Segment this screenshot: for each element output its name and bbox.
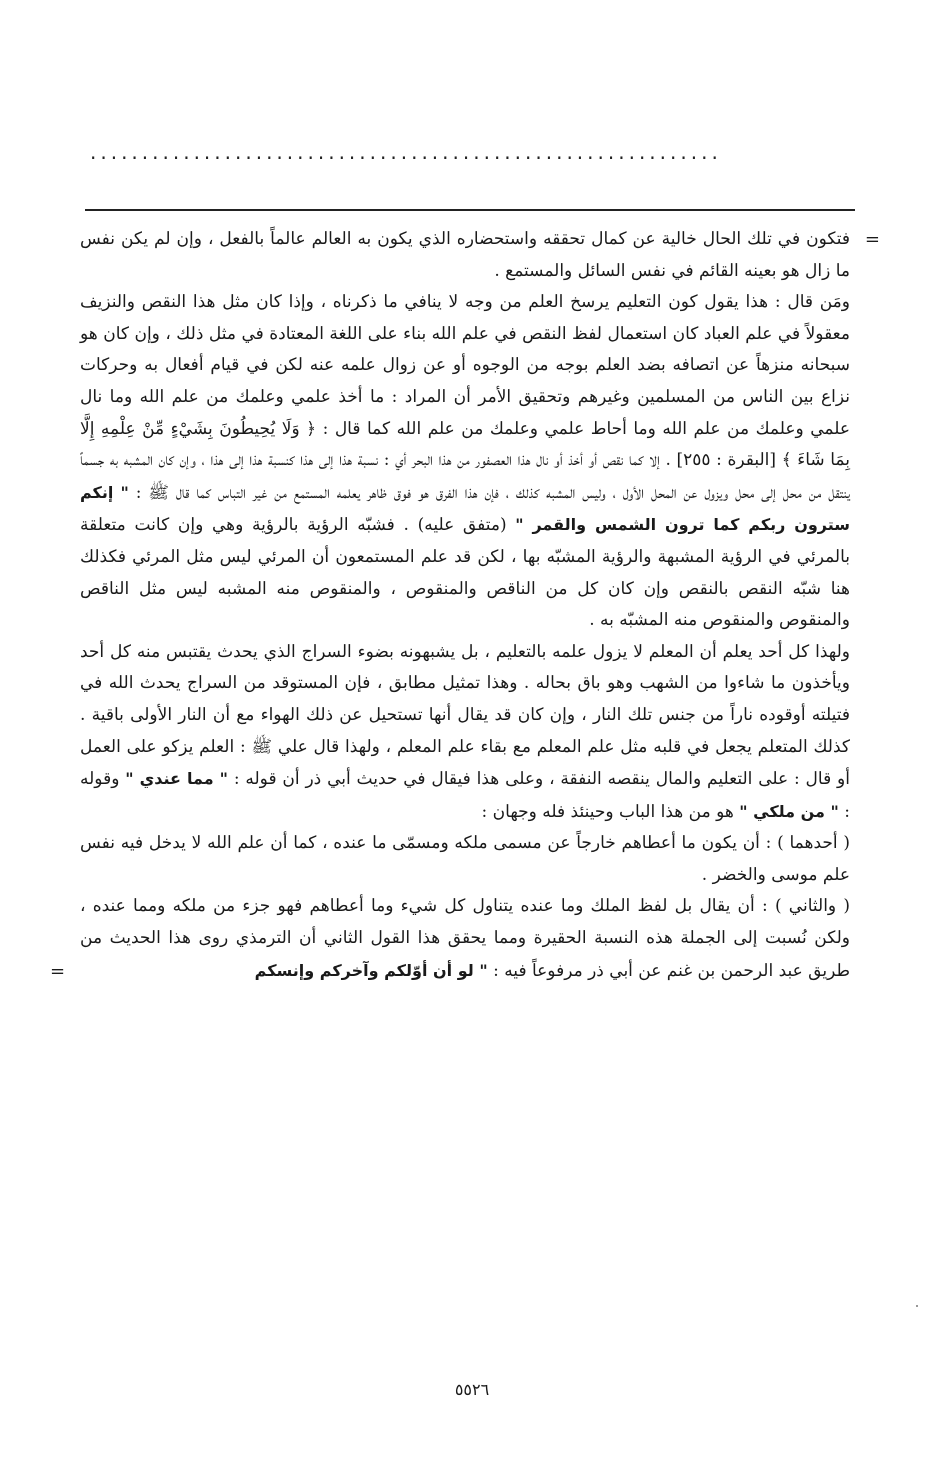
paragraph-3-tail: هو من هذا الباب وحينئذ فله وجهان : — [481, 801, 734, 822]
paragraph-4-text: ( أحدهما ) : أن يكون ما أعطاهم خارجاً عن مسمى ملكه ومسمّى ما عنده ، كما أن علم الله لا يدخل فيه نفس علم موسى والخضر . — [80, 833, 850, 885]
quote-mima-indi: " مما عندي " — [125, 769, 228, 789]
footnote-rule — [85, 209, 855, 211]
scan-speck — [916, 1305, 918, 1307]
quote-min-mulki: " من ملكي " — [739, 801, 839, 821]
continuation-mark: = — [864, 229, 880, 250]
page-body — [50, 224, 880, 987]
paragraph-1-text: فتكون في تلك الحال خالية عن كمال تحققه واستحضاره الذي يكون به العالم عالماً بالفعل ، وإن لم يكن نفس ما زال هو بعينه القائم في نفس السائل والمستمع . — [80, 229, 850, 281]
final-quote: " لو أن أوّلكم وآخركم وإنسكم — [254, 960, 488, 980]
top-dotted-line: ............................................................. — [90, 140, 722, 164]
quote-connector: وقوله : — [80, 769, 850, 822]
paragraph-2-text: ومَن قال : هذا يقول كون التعليم يرسخ العلم من وجه لا ينافي ما ذكرناه ، وإذا كان مثل هذا النقص والنزيف معقولاً في علم العباد كان استعمال لفظ النقص في علم الله بناء على اللغة المعتادة في مثل ذلك ، وإن كان هو سبحانه منزهاً عن اتصافه بضد العلم بوجه من الوجوه أو عن زوال علمه عنه لكن في قيام أفعال به وحركات نزاع بين الناس من المسلمين وغيرهم وتحقيق الأمر أن المراد : ما أخذ علمي وعلمك من علم الله وما نال علمي وعلمك من علم الله وما أحاط علمي وعلمك من علم الله كما قال : ﴿ وَلَا يُحِيطُونَ بِشَيْءٍ مِّنْ عِلْمِهِ إِلَّا بِمَا شَاءَ ﴾ [البقرة : ٢٥٥] . إلا كما نقص أو أخذ أو نال هذا العصفور من هذا البحر أي : نسبة هذا إلى هذا كنسبة هذا إلى هذا ، وإن كان المشبه به جسماً ينتقل من محل إلى محل ويزول عن المحل الأول ، وليس المشبه كذلك ، فإن هذا الفرق هو فوق ظاهر يعلمه المستمع من غير التباس كما قال ﷺ : — [80, 292, 850, 503]
paragraph-4 — [80, 828, 850, 891]
paragraph-2 — [80, 287, 850, 637]
page-number: ٥٥٢٦ — [454, 1380, 490, 1399]
continuation-mark-end: = — [50, 960, 66, 982]
paragraph-5-text: ( والثاني ) : أن يقال بل لفظ الملك وما عنده يتناول كل شيء وما أعطاهم فهو جزء من ملكه ومما عنده ، ولكن نُسبت إلى الجملة هذه النسبة الحقيرة ومما يحقق هذا القول الثاني أن الترمذي روى هذا الحديث من طريق عبد الرحمن بن غنم عن أبي ذر مرفوعاً فيه : — [80, 896, 850, 981]
paragraph-1 — [80, 224, 880, 287]
paragraph-3 — [80, 637, 850, 829]
paragraph-5 — [50, 891, 850, 987]
hadith-tail: (متفق عليه) . فشبّه الرؤية بالرؤية وهي وإن كانت متعلقة بالمرئي في الرؤية المشبهة والرؤية المشبّه بها ، لكن قد علم المستمعون أن المرئي ليس مثل المرئي فكذلك هنا شبّه النقص بالنقص وإن كان كل من الناقص والمنقوص ، والمنقوص منه المشبه ليس مثل الناقص والمنقوص والمنقوص منه المشبّه به . — [80, 515, 850, 631]
paragraph-3-text: ولهذا كل أحد يعلم أن المعلم لا يزول علمه بالتعليم ، بل يشبهونه بضوء السراج الذي يحدث يقتبس منه كل أحد ويأخذون ما شاءوا من الشهب وهو باق بحاله . وهذا تمثيل مطابق ، فإن المستوقد من السراج يحدث الله في فتيلته أوقوده ناراً من جنس تلك النار ، وإن كان قد يقال أنها تستحيل عن ذلك الهواء مع أن النار الأولى باقية . كذلك المتعلم يجعل في قلبه مثل علم المعلم مع بقاء علم المعلم ، ولهذا قال علي ﷺ : العلم يزكو على العمل أو قال : على التعليم والمال ينقصه النفقة ، وعلى هذا فيقال في حديث أبي ذر أن قوله : — [80, 641, 850, 790]
hadith-quote: " إنكم سترون ربكم كما ترون الشمس والقمر " — [80, 482, 851, 535]
